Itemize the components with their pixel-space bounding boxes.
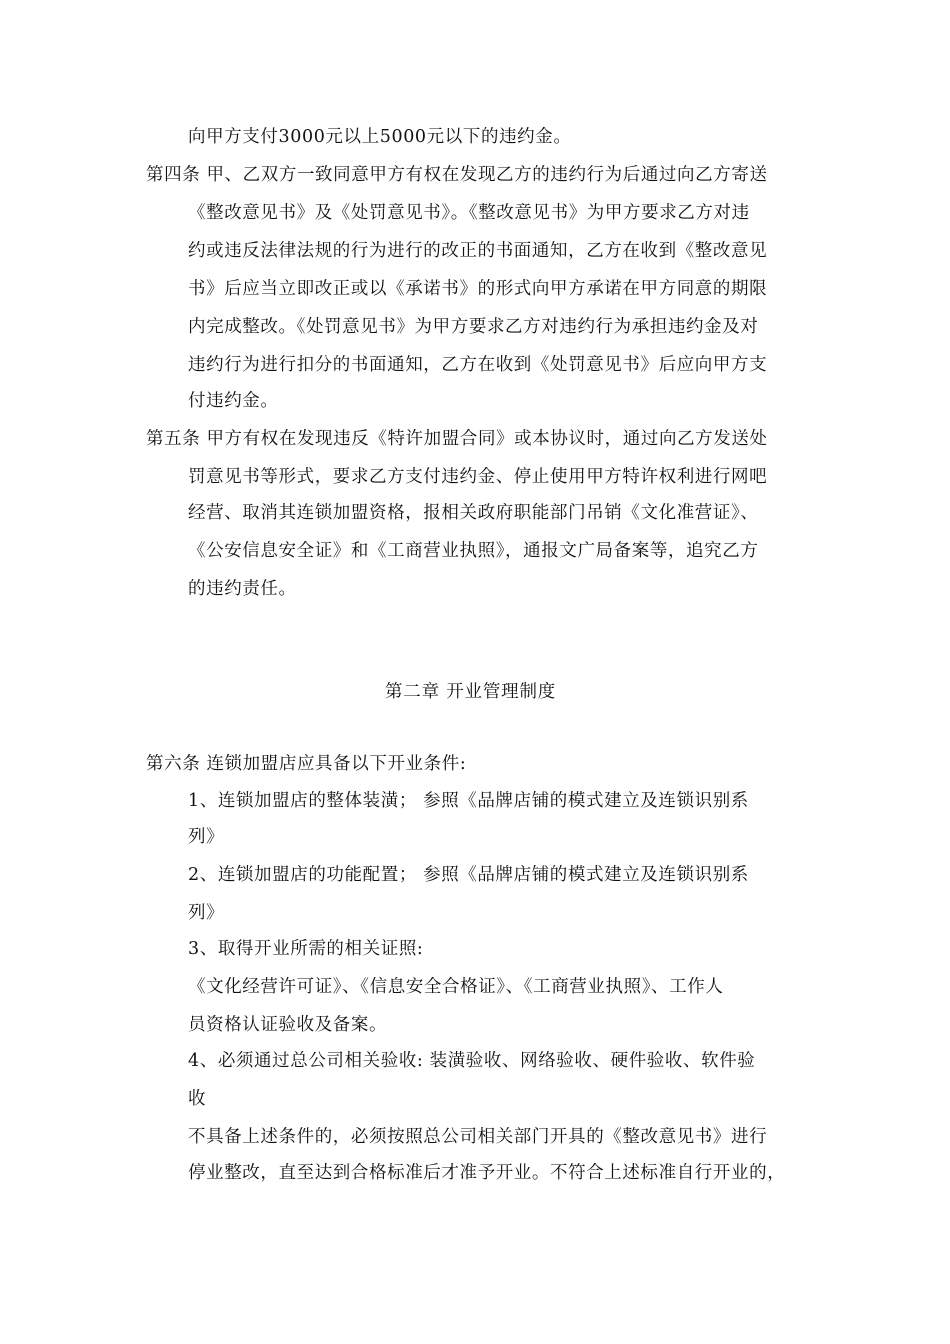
article-5-line: 罚意见书等形式，要求乙方支付违约金、停止使用甲方特许权利进行网吧: [188, 467, 768, 487]
article-6-line: 《文化经营许可证》、《信息安全合格证》、《工商营业执照》、工作人: [188, 977, 724, 997]
article-6-line: 列》: [188, 827, 225, 847]
article-6-line: 员资格认证验收及备案。: [188, 1015, 388, 1035]
chapter-title: 第二章 开业管理制度: [385, 682, 557, 702]
article-4-line: 约或违反法律法规的行为进行的改正的书面通知，乙方在收到《整改意见: [188, 241, 768, 261]
article-6-line: 不具备上述条件的，必须按照总公司相关部门开具的《整改意见书》进行: [188, 1127, 768, 1147]
article-4-line: 付违约金。: [188, 391, 279, 411]
article-6-line: 4、必须通过总公司相关验收: 装潢验收、网络验收、硬件验收、软件验: [188, 1051, 756, 1071]
article-4-line: 违约行为进行扣分的书面通知，乙方在收到《处罚意见书》后应向甲方支: [188, 355, 768, 375]
article-4-line: 内完成整改。《处罚意见书》为甲方要求乙方对违约行为承担违约金及对: [188, 317, 759, 337]
prev-para-tail: 向甲方支付3000元以上5000元以下的违约金。: [188, 127, 572, 147]
article-6-line: 停业整改，直至达到合格标准后才准予开业。不符合上述标准自行开业的，: [188, 1163, 786, 1183]
article-6-line: 列》: [188, 903, 225, 923]
article-5-line: 的违约责任。: [188, 579, 297, 599]
article-4-line: 《整改意见书》及《处罚意见书》。《整改意见书》为甲方要求乙方对违: [188, 203, 750, 223]
article-5-line: 第五条 甲方有权在发现违反《特许加盟合同》或本协议时，通过向乙方发送处: [146, 429, 768, 449]
article-5-line: 经营、取消其连锁加盟资格，报相关政府职能部门吊销《文化准营证》、: [188, 503, 759, 523]
article-4-line: 第四条 甲、乙双方一致同意甲方有权在发现乙方的违约行为后通过向乙方寄送: [146, 165, 768, 185]
article-4-line: 书》后应当立即改正或以《承诺书》的形式向甲方承诺在甲方同意的期限: [188, 279, 768, 299]
article-6-line: 收: [188, 1089, 207, 1109]
article-6-heading: 第六条 连锁加盟店应具备以下开业条件:: [146, 754, 467, 774]
article-6-line: 1、连锁加盟店的整体装潢； 参照《品牌店铺的模式建立及连锁识别系: [188, 791, 749, 811]
article-6-line: 2、连锁加盟店的功能配置； 参照《品牌店铺的模式建立及连锁识别系: [188, 865, 749, 885]
article-6-line: 3、取得开业所需的相关证照:: [188, 939, 424, 959]
article-5-line: 《公安信息安全证》和《工商营业执照》，通报文广局备案等，追究乙方: [188, 541, 759, 561]
